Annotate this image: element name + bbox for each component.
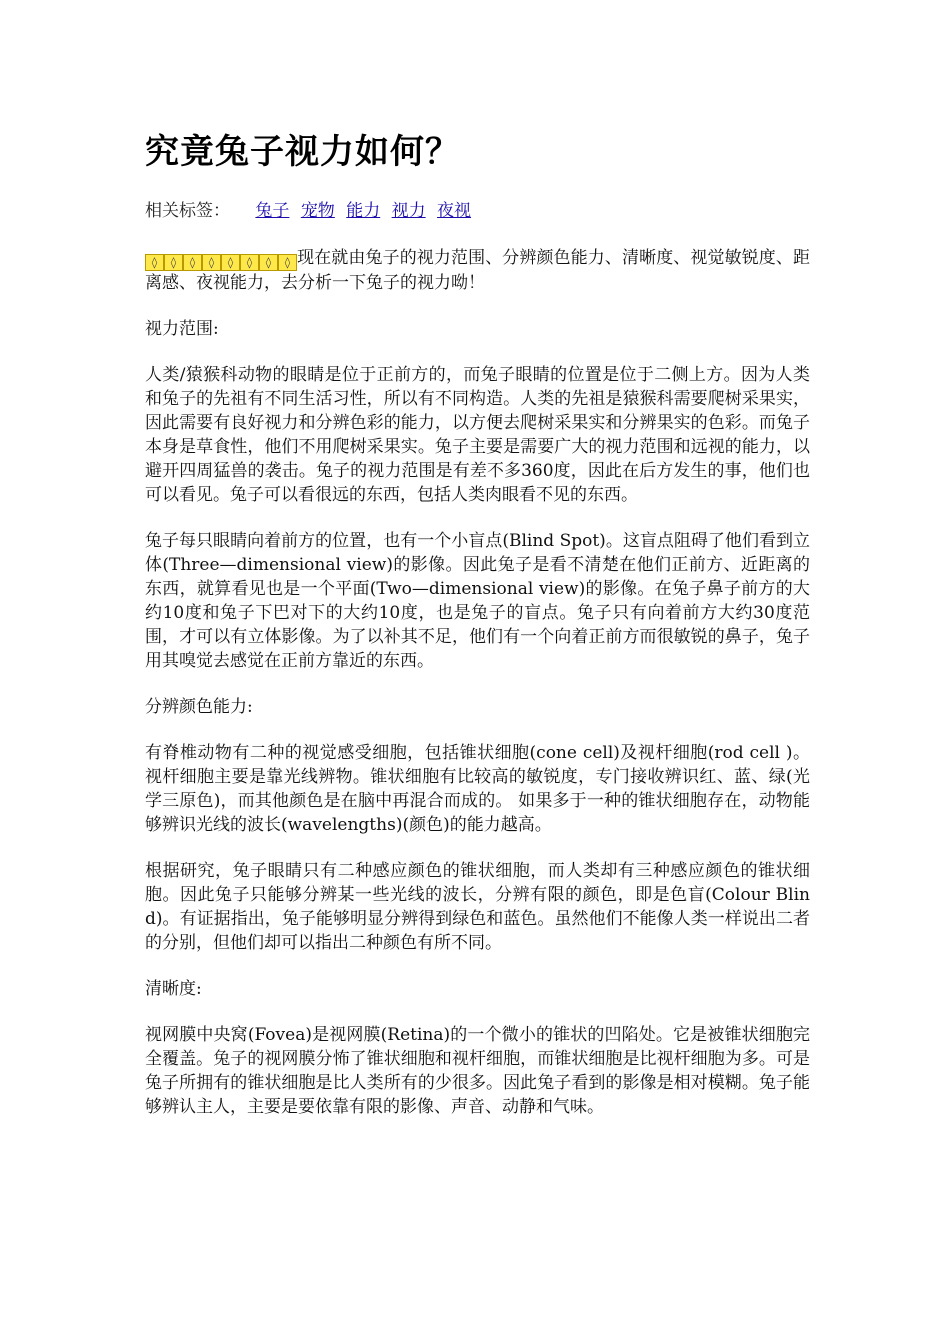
section-heading-color: 分辨颜色能力: (145, 697, 253, 717)
diamond-icon: ◊ (183, 254, 202, 271)
diamond-icon: ◊ (145, 254, 164, 271)
diamond-icon: ◊ (278, 254, 297, 271)
section-heading-range: 视力范围: (145, 319, 219, 339)
tag-link-ability[interactable]: 能力 (346, 201, 381, 221)
tag-link-vision[interactable]: 视力 (391, 201, 426, 221)
page-title: 究竟兔子视力如何？ (145, 132, 460, 172)
diamond-icon: ◊ (202, 254, 221, 271)
tag-link-pet[interactable]: 宠物 (300, 201, 335, 221)
article (145, 128, 810, 1119)
intro-text: 现在就由兔子的视力范围、分辨颜色能力、清晰度、视觉敏锐度、距离感、夜视能力，去分析一下兔子的视力呦！ (145, 248, 810, 293)
tag-label: 相关标签： (145, 201, 230, 221)
paragraph-clarity-1: 视网膜中央窝(Fovea)是视网膜(Retina)的一个微小的锥状的凹陷处。它是被锥状细胞完全覆盖。兔子的视网膜分怖了锥状细胞和视杆细胞，而锥状细胞是比视杆细胞为多。可是兔子所拥有的锥状细胞是比人类所有的少很多。因此兔子看到的影像是相对模糊。兔子能够辨认主人，主要是要依靠有限的影像、声音、动静和气味。 (145, 1025, 810, 1117)
intro-paragraph (145, 246, 810, 295)
decorative-icon-row (145, 254, 297, 271)
diamond-icon: ◊ (164, 254, 183, 271)
paragraph-color-2: 根据研究，兔子眼睛只有二种感应颜色的锥状细胞，而人类却有三种感应颜色的锥状细胞。因此兔子只能够分辨某一些光线的波长，分辨有限的颜色，即是色盲(Colour Blind)。有证据指出，兔子能够明显分辨得到绿色和蓝色。虽然他们不能像人类一样说出二者的分别，但他们却可以指出二种颜色有所不同。 (145, 861, 810, 953)
paragraph-color-1: 有脊椎动物有二种的视觉感受细胞，包括锥状细胞(cone cell)及视杆细胞(rod cell )。视杆细胞主要是靠光线辨物。锥状细胞有比较高的敏锐度，专门接收辨识红、蓝、绿(光学三原色)，而其他颜色是在脑中再混合而成的。 如果多于一种的锥状细胞存在，动物能够辨识光线的波长(wavelengths)(颜色)的能力越高。 (145, 743, 810, 835)
tag-link-night-vision[interactable]: 夜视 (437, 201, 472, 221)
diamond-icon: ◊ (259, 254, 278, 271)
diamond-icon: ◊ (240, 254, 259, 271)
paragraph-range-2: 兔子每只眼睛向着前方的位置，也有一个小盲点(Blind Spot)。这盲点阻碍了他们看到立体(Three—dimensional view)的影像。因此兔子是看不清楚在他们正前方、近距离的东西，就算看见也是一个平面(Two—dimensional view)的影像。在兔子鼻子前方的大约10度和兔子下巴对下的大约10度，也是兔子的盲点。兔子只有向着前方大约30度范围，才可以有立体影像。为了以补其不足，他们有一个向着正前方而很敏锐的鼻子，兔子用其嗅觉去感觉在正前方靠近的东西。 (145, 531, 810, 671)
tag-link-rabbit[interactable]: 兔子 (255, 201, 290, 221)
paragraph-range-1: 人类/猿猴科动物的眼睛是位于正前方的，而兔子眼睛的位置是位于二侧上方。因为人类和兔子的先祖有不同生活习性，所以有不同构造。人类的先祖是猿猴科需要爬树采果实，因此需要有良好视力和分辨色彩的能力，以方便去爬树采果实和分辨果实的色彩。而兔子本身是草食性，他们不用爬树采果实。兔子主要是需要广大的视力范围和远视的能力，以避开四周猛兽的袭击。兔子的视力范围是有差不多360度，因此在后方发生的事，他们也可以看见。兔子可以看很远的东西，包括人类肉眼看不见的东西。 (145, 365, 810, 505)
tag-bar (145, 198, 810, 224)
section-heading-clarity: 清晰度: (145, 979, 202, 999)
diamond-icon: ◊ (221, 254, 240, 271)
